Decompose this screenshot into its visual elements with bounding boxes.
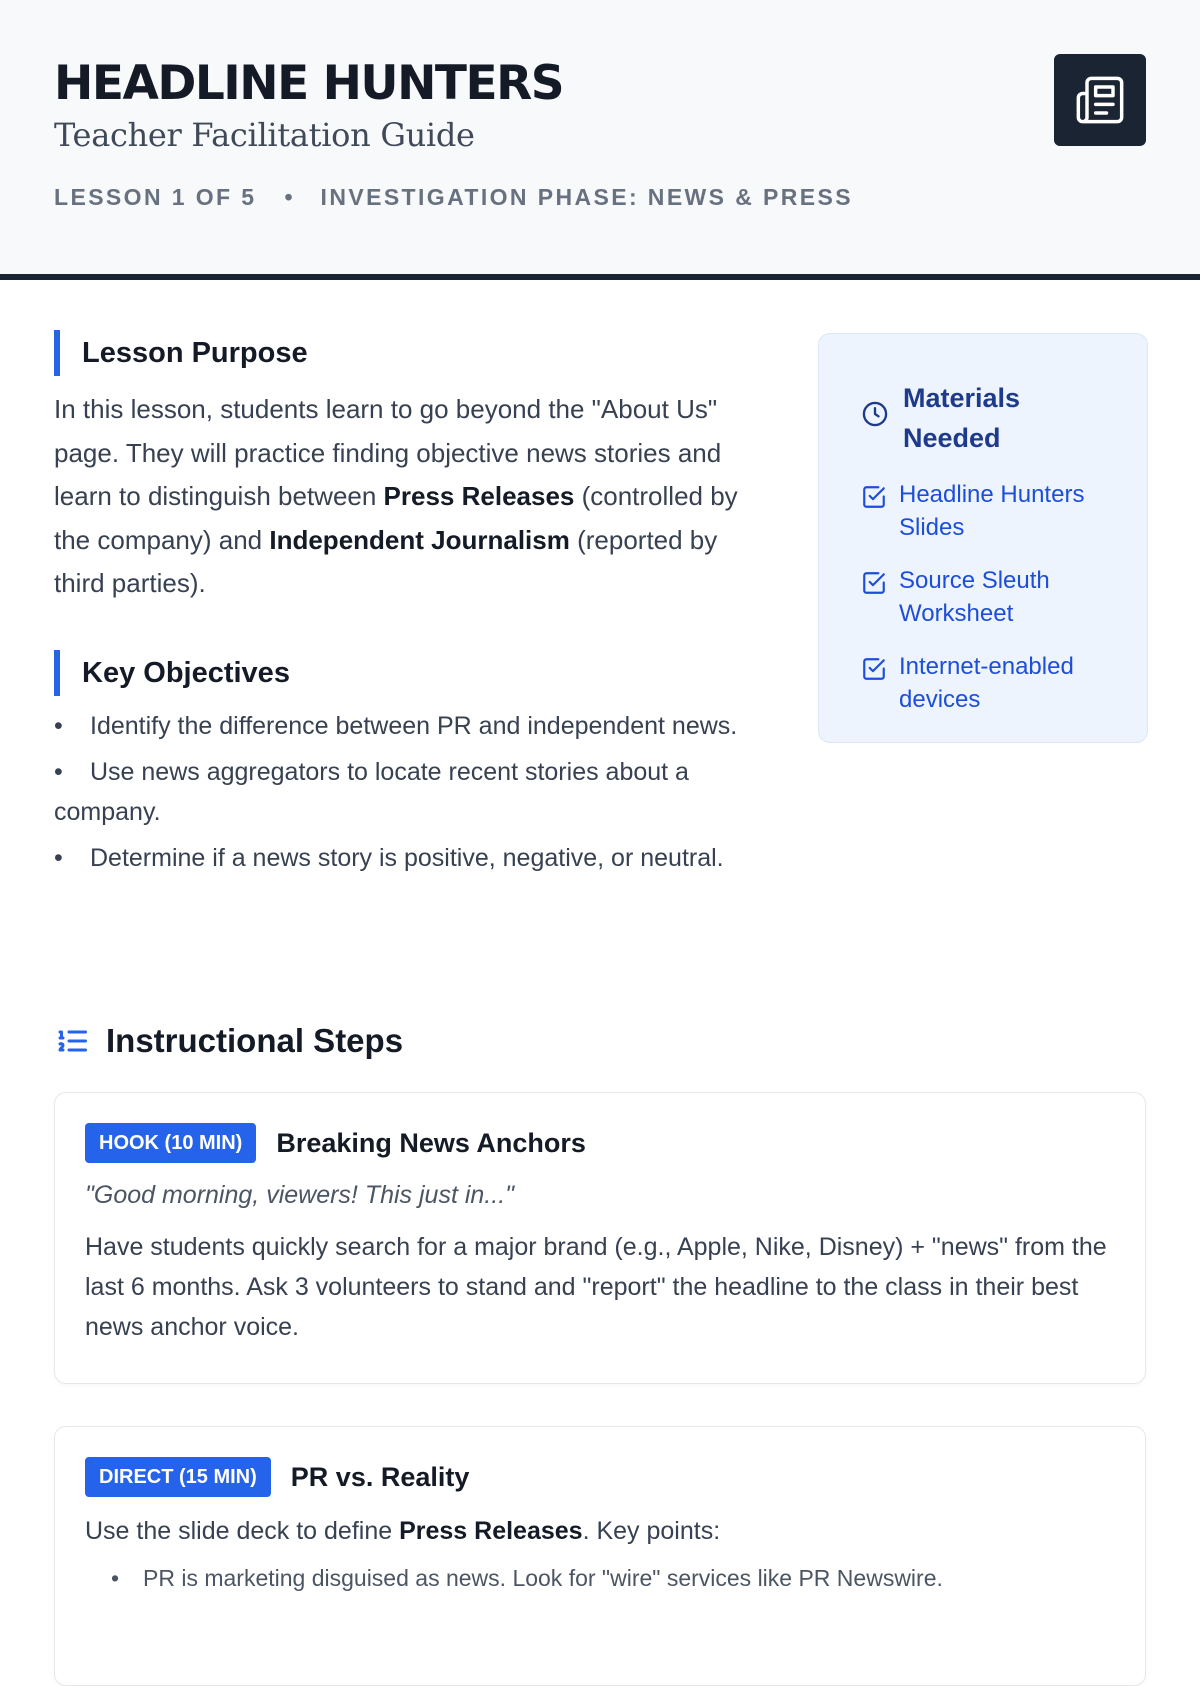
materials-title-line: Materials <box>903 383 1021 413</box>
material-item <box>861 478 1117 544</box>
materials-panel <box>818 333 1148 743</box>
step-points-list <box>85 1561 1117 1595</box>
checkbox-icon <box>861 656 887 682</box>
meta-separator: • <box>284 184 293 210</box>
step-point-text: PR is marketing disguised as news. Look for "wire" services like PR Newswire. <box>143 1565 943 1591</box>
step-body-bold: Press Releases <box>399 1517 583 1545</box>
step-badge: DIRECT (15 MIN) <box>85 1457 271 1497</box>
list-item <box>111 1561 1117 1595</box>
newspaper-icon <box>1074 74 1126 126</box>
page-title: HEADLINE HUNTERS <box>54 56 564 111</box>
step-title: PR vs. Reality <box>290 1461 470 1492</box>
list-item <box>54 838 769 878</box>
materials-title-line: Needed <box>903 423 1001 453</box>
objective-text: Use news aggregators to locate recent stories about a company. <box>54 758 689 826</box>
list-item <box>54 706 769 746</box>
page-header <box>0 0 1200 280</box>
lesson-number: LESSON 1 OF 5 <box>54 184 257 210</box>
material-item <box>861 650 1117 716</box>
lesson-phase: INVESTIGATION PHASE: NEWS & PRESS <box>320 184 853 210</box>
lesson-purpose-text <box>54 388 769 606</box>
bullet: • <box>111 1565 120 1591</box>
step-card-header <box>85 1457 1117 1497</box>
newspaper-logo <box>1054 54 1146 146</box>
instructional-steps-section <box>54 1020 1146 1591</box>
clock-icon <box>861 400 889 428</box>
step-body <box>85 1511 1117 1551</box>
objectives-list <box>54 706 769 878</box>
purpose-text-3: (reported by third parties). <box>54 524 718 598</box>
checkbox-icon <box>861 484 887 510</box>
step-card-hook <box>54 1092 1146 1384</box>
list-item <box>54 752 769 832</box>
objective-text: Determine if a news story is positive, negative, or neutral. <box>90 844 724 872</box>
purpose-bold-press-releases: Press Releases <box>383 481 575 511</box>
bullet: • <box>54 712 63 740</box>
step-body-text: . Key points: <box>582 1517 721 1545</box>
purpose-text-2: (controlled by the company) and <box>54 481 738 555</box>
step-body-text: Use the slide deck to define <box>85 1517 400 1545</box>
materials-heading <box>861 378 1117 458</box>
material-item <box>861 564 1117 630</box>
purpose-bold-independent-journalism: Independent Journalism <box>269 524 570 555</box>
material-label: Internet-enabled devices <box>899 653 1074 713</box>
bullet: • <box>54 758 63 786</box>
material-label: Headline Hunters Slides <box>899 481 1085 541</box>
key-objectives-heading: Key Objectives <box>54 650 769 696</box>
step-badge: HOOK (10 MIN) <box>85 1123 256 1163</box>
bullet: • <box>54 844 63 872</box>
instructional-steps-title: Instructional Steps <box>106 1022 404 1059</box>
step-title: Breaking News Anchors <box>276 1127 586 1158</box>
step-body: Have students quickly search for a major brand (e.g., Apple, Nike, Disney) + "news" from the last 6 months. Ask 3 volunteers to stand and "report" the headline to the class in their best news anchor voice. <box>85 1233 1107 1341</box>
lesson-meta <box>54 184 1146 211</box>
objective-text: Identify the difference between PR and independent news. <box>90 712 738 740</box>
material-label: Source Sleuth Worksheet <box>899 567 1050 627</box>
page-subtitle: Teacher Facilitation Guide <box>54 116 475 154</box>
purpose-text-1: In this lesson, students learn to go beyond the "About Us" page. They will practice finding objective news stories and learn to distinguish between <box>54 394 722 511</box>
key-objectives-section <box>54 650 769 884</box>
instructional-steps-heading <box>54 1020 1146 1062</box>
numbered-list-icon <box>54 1023 90 1059</box>
checkbox-icon <box>861 570 887 596</box>
step-card-direct <box>54 1426 1146 1686</box>
materials-title <box>903 378 1020 458</box>
step-card-header <box>85 1123 1117 1163</box>
lesson-purpose-section <box>54 330 769 606</box>
lesson-purpose-heading: Lesson Purpose <box>54 330 769 376</box>
step-quote: "Good morning, viewers! This just in..." <box>85 1181 515 1209</box>
